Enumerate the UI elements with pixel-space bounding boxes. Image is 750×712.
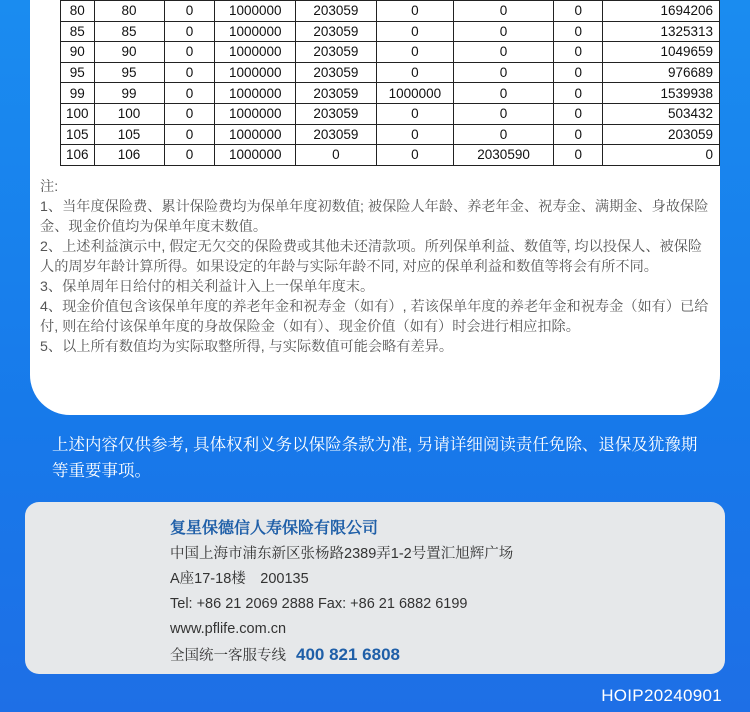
table-row (61, 103, 720, 124)
table-cell: 85 (61, 21, 95, 42)
table-cell: 0 (164, 21, 215, 42)
table-cell: 0 (376, 145, 453, 166)
table-cell: 1000000 (215, 1, 296, 22)
table-cell: 0 (376, 124, 453, 145)
table-row (61, 62, 720, 83)
table-cell: 1000000 (215, 145, 296, 166)
document-code: HOIP20240901 (601, 686, 722, 705)
table-cell: 85 (94, 21, 164, 42)
table-cell: 0 (376, 62, 453, 83)
table-row (61, 145, 720, 166)
table-cell: 0 (554, 1, 603, 22)
benefit-card (30, 0, 720, 415)
table-cell: 0 (454, 1, 554, 22)
note-item-4: 4、现金价值包含该保单年度的养老年金和祝寿金（如有）, 若该保单年度的养老年金和祝寿金（如有）已给付, 则在给付该保单年度的身故保险金（如有）、现金价值（如有）时会进行相应扣除。 (40, 299, 709, 335)
table-cell: 1000000 (215, 42, 296, 63)
table-cell: 0 (554, 42, 603, 63)
note-item-5: 5、以上所有数值均为实际取整所得, 与实际数值可能会略有差异。 (40, 339, 454, 355)
hotline-label: 全国统一客服专线 (170, 648, 286, 664)
table-cell: 976689 (603, 62, 720, 83)
table-cell: 1325313 (603, 21, 720, 42)
table-cell: 105 (61, 124, 95, 145)
table-cell: 0 (164, 103, 215, 124)
table-cell: 503432 (603, 103, 720, 124)
company-hotline-row (170, 642, 513, 669)
table-cell: 0 (376, 42, 453, 63)
table-cell: 100 (61, 103, 95, 124)
table-cell: 1000000 (215, 124, 296, 145)
notes-section (40, 177, 710, 357)
company-address-line-2: A座17-18楼 200135 (170, 571, 309, 587)
note-item-2: 2、上述利益演示中, 假定无欠交的保险费或其他未还清款项。所列保单利益、数值等, 均以投保人、被保险人的周岁年龄计算所得。如果设定的年龄与实际年龄不同, 对应的保单利益和数值等将会有所不同。 (40, 239, 703, 275)
table-row (61, 42, 720, 63)
table-cell: 0 (376, 103, 453, 124)
company-name: 复星保德信人寿保险有限公司 (170, 520, 379, 537)
company-info-card (25, 502, 725, 674)
table-cell: 90 (94, 42, 164, 63)
table-cell: 90 (61, 42, 95, 63)
table-cell: 203059 (296, 103, 377, 124)
table-cell: 100 (94, 103, 164, 124)
notes-title: 注: (40, 179, 59, 195)
table-cell: 0 (164, 42, 215, 63)
table-cell: 0 (554, 103, 603, 124)
disclaimer-text: 上述内容仅供参考, 具体权利义务以保险条款为准, 另请详细阅读责任免除、退保及犹豫期等重要事项。 (52, 436, 698, 480)
table-cell: 0 (454, 62, 554, 83)
table-cell: 105 (94, 124, 164, 145)
table-cell: 0 (454, 42, 554, 63)
company-address-line-1: 中国上海市浦东新区张杨路2389弄1-2号置汇旭辉广场 (170, 546, 514, 562)
table-cell: 2030590 (454, 145, 554, 166)
table-cell: 1694206 (603, 1, 720, 22)
table-cell: 0 (554, 62, 603, 83)
table-cell: 1539938 (603, 83, 720, 104)
table-cell: 99 (94, 83, 164, 104)
table-cell: 0 (454, 83, 554, 104)
table-cell: 0 (164, 62, 215, 83)
hotline-number[interactable]: 400 821 6808 (296, 645, 400, 664)
table-cell: 0 (554, 21, 603, 42)
table-cell: 0 (164, 145, 215, 166)
table-cell: 1000000 (215, 21, 296, 42)
table-cell: 0 (376, 1, 453, 22)
table-cell: 1000000 (215, 103, 296, 124)
table-cell: 0 (376, 21, 453, 42)
table-cell: 80 (61, 1, 95, 22)
table-cell: 106 (94, 145, 164, 166)
company-phone-fax: Tel: +86 21 2069 2888 Fax: +86 21 6882 6199 (170, 596, 468, 612)
table-cell: 0 (554, 83, 603, 104)
table-cell: 99 (61, 83, 95, 104)
table-cell: 203059 (296, 1, 377, 22)
table-cell: 203059 (296, 83, 377, 104)
table-cell: 1000000 (215, 62, 296, 83)
table-cell: 1000000 (376, 83, 453, 104)
table-cell: 80 (94, 1, 164, 22)
table-cell: 1049659 (603, 42, 720, 63)
table-cell: 0 (296, 145, 377, 166)
note-item-1: 1、当年度保险费、累计保险费均为保单年度初数值; 被保险人年龄、养老年金、祝寿金、满期金、身故保险金、现金价值均为保单年度末数值。 (40, 199, 709, 235)
note-item-3: 3、保单周年日给付的相关利益计入上一保单年度末。 (40, 279, 375, 295)
table-cell: 0 (454, 21, 554, 42)
table-cell: 0 (554, 145, 603, 166)
table-cell: 106 (61, 145, 95, 166)
table-cell: 0 (164, 124, 215, 145)
table-cell: 203059 (296, 62, 377, 83)
table-cell: 0 (454, 124, 554, 145)
table-cell: 0 (164, 83, 215, 104)
company-website[interactable]: www.pflife.com.cn (170, 621, 287, 637)
benefit-table (60, 0, 720, 166)
benefit-table-body (61, 1, 720, 166)
table-cell: 95 (94, 62, 164, 83)
table-row (61, 83, 720, 104)
table-cell: 0 (164, 1, 215, 22)
table-cell: 203059 (296, 21, 377, 42)
table-cell: 1000000 (215, 83, 296, 104)
table-row (61, 1, 720, 22)
table-row (61, 124, 720, 145)
table-cell: 95 (61, 62, 95, 83)
table-cell: 0 (554, 124, 603, 145)
table-cell: 0 (454, 103, 554, 124)
table-cell: 203059 (296, 42, 377, 63)
table-row (61, 21, 720, 42)
table-cell: 203059 (603, 124, 720, 145)
table-cell: 203059 (296, 124, 377, 145)
table-cell: 0 (603, 145, 720, 166)
